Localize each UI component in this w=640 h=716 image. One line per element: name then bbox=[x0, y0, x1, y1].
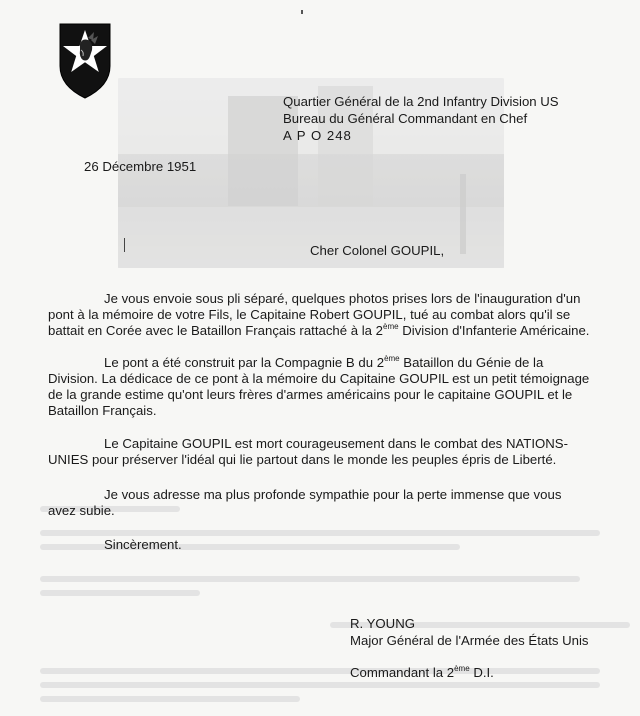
header-line-2: Bureau du Général Commandant en Chef bbox=[283, 111, 528, 126]
signature-title: Major Général de l'Armée des États Unis bbox=[350, 633, 589, 648]
showthrough-line bbox=[40, 668, 600, 674]
paragraph-3-line-2: UNIES pour préserver l'idéal qui lie partout dans le monde les peuples épris de Liberté. bbox=[48, 452, 557, 467]
salutation: Cher Colonel GOUPIL, bbox=[310, 243, 445, 258]
showthrough-line bbox=[40, 696, 300, 702]
paragraph-2-line-2: Division. La dédicace de ce pont à la mémoire du Capitaine GOUPIL est un petit témoignage bbox=[48, 371, 590, 386]
scan-mark bbox=[124, 238, 125, 252]
showthrough-line bbox=[40, 590, 200, 596]
paragraph-4-line-1: Je vous adresse ma plus profonde sympathie pour la perte immense que vous bbox=[104, 487, 562, 502]
closing: Sincèrement. bbox=[104, 537, 182, 552]
paragraph-3-line-1: Le Capitaine GOUPIL est mort courageusement dans le combat des NATIONS- bbox=[104, 436, 568, 451]
paragraph-2-line-1: Le pont a été construit par la Compagnie B du 2ème Bataillon du Génie de la bbox=[104, 353, 544, 370]
paragraph-1-line-1: Je vous envoie sous pli séparé, quelques photos prises lors de l'inauguration d'un bbox=[104, 291, 581, 306]
paragraph-4-line-2: avez subie. bbox=[48, 503, 115, 518]
indianhead-star-shield-icon bbox=[58, 22, 112, 100]
signature-command: Commandant la 2ème D.I. bbox=[350, 663, 494, 680]
showthrough-line bbox=[40, 682, 600, 688]
paragraph-1-line-2: pont à la mémoire de votre Fils, le Capitaine Robert GOUPIL, tué au combat alors qu'il se bbox=[48, 307, 571, 322]
showthrough-line bbox=[40, 544, 460, 550]
signature-name: R. YOUNG bbox=[350, 616, 415, 631]
paragraph-1-line-3: battait en Corée avec le Bataillon Français rattaché à la 2ème Division d'Infanterie Américaine. bbox=[48, 321, 590, 338]
letter-date: 26 Décembre 1951 bbox=[84, 159, 197, 174]
header-line-3: A P O 248 bbox=[283, 128, 352, 143]
paragraph-2-line-3: de la grande estime qu'ont leurs frères d'armes américains pour le capitaine GOUPIL et le bbox=[48, 387, 573, 402]
showthrough-line bbox=[40, 576, 580, 582]
paragraph-2-line-4: Bataillon Français. bbox=[48, 403, 157, 418]
header-line-1: Quartier Général de la 2nd Infantry Division US bbox=[283, 94, 559, 109]
scan-mark bbox=[301, 10, 303, 14]
